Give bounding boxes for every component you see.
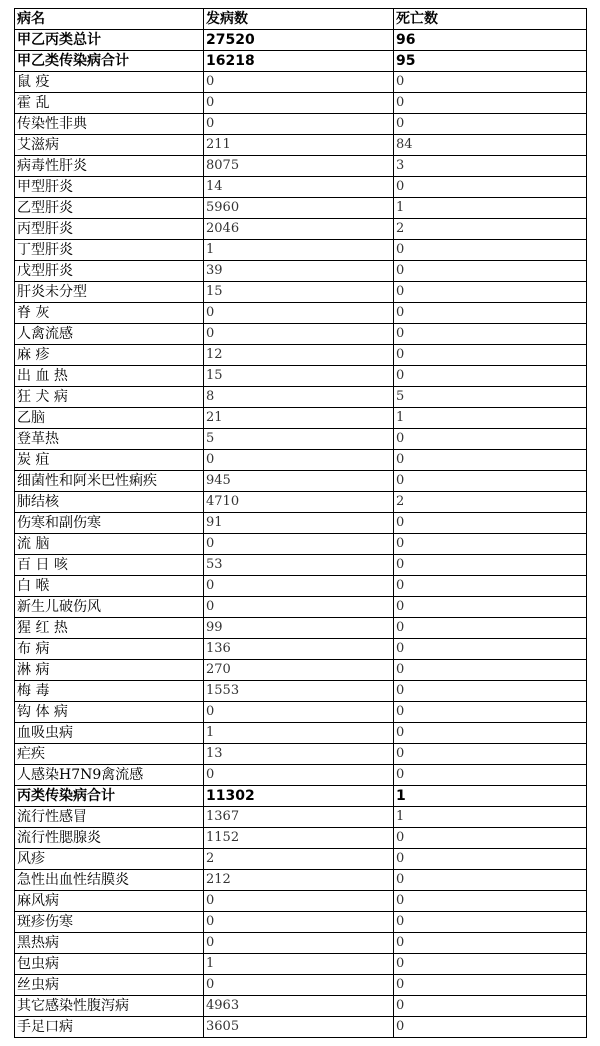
deaths-cell: 0 bbox=[394, 114, 587, 135]
table-row bbox=[15, 597, 587, 618]
disease-name-cell: 流 脑 bbox=[15, 534, 204, 555]
table-row bbox=[15, 324, 587, 345]
disease-name-cell: 新生儿破伤风 bbox=[15, 597, 204, 618]
disease-name-cell: 病毒性肝炎 bbox=[15, 156, 204, 177]
deaths-cell: 2 bbox=[394, 492, 587, 513]
table-row bbox=[15, 30, 587, 51]
disease-statistics-table-container bbox=[14, 8, 587, 1038]
disease-name-cell: 霍 乱 bbox=[15, 93, 204, 114]
disease-name-cell: 百 日 咳 bbox=[15, 555, 204, 576]
cases-cell: 1553 bbox=[204, 681, 394, 702]
cases-cell: 15 bbox=[204, 366, 394, 387]
cases-cell: 0 bbox=[204, 597, 394, 618]
deaths-cell: 0 bbox=[394, 324, 587, 345]
table-row bbox=[15, 954, 587, 975]
deaths-cell: 0 bbox=[394, 849, 587, 870]
deaths-cell: 0 bbox=[394, 723, 587, 744]
deaths-cell: 0 bbox=[394, 681, 587, 702]
table-row bbox=[15, 555, 587, 576]
table-row bbox=[15, 849, 587, 870]
table-row bbox=[15, 996, 587, 1017]
table-row bbox=[15, 261, 587, 282]
cases-cell: 0 bbox=[204, 975, 394, 996]
cases-cell: 0 bbox=[204, 114, 394, 135]
disease-name-cell: 脊 灰 bbox=[15, 303, 204, 324]
deaths-cell: 0 bbox=[394, 744, 587, 765]
cases-cell: 4963 bbox=[204, 996, 394, 1017]
disease-name-cell: 急性出血性结膜炎 bbox=[15, 870, 204, 891]
cases-cell: 0 bbox=[204, 72, 394, 93]
cases-cell: 2046 bbox=[204, 219, 394, 240]
table-row bbox=[15, 723, 587, 744]
table-row bbox=[15, 219, 587, 240]
cases-cell: 15 bbox=[204, 282, 394, 303]
deaths-cell: 0 bbox=[394, 912, 587, 933]
table-row bbox=[15, 639, 587, 660]
table-row bbox=[15, 660, 587, 681]
disease-name-cell: 甲乙丙类总计 bbox=[15, 30, 204, 51]
disease-name-cell: 登革热 bbox=[15, 429, 204, 450]
cases-cell: 2 bbox=[204, 849, 394, 870]
table-row bbox=[15, 303, 587, 324]
cases-cell: 0 bbox=[204, 303, 394, 324]
disease-name-cell: 其它感染性腹泻病 bbox=[15, 996, 204, 1017]
cases-cell: 12 bbox=[204, 345, 394, 366]
disease-name-cell: 炭 疽 bbox=[15, 450, 204, 471]
disease-name-cell: 麻风病 bbox=[15, 891, 204, 912]
cases-cell: 0 bbox=[204, 324, 394, 345]
disease-name-cell: 流行性腮腺炎 bbox=[15, 828, 204, 849]
table-row bbox=[15, 93, 587, 114]
cases-cell: 0 bbox=[204, 933, 394, 954]
cases-cell: 0 bbox=[204, 450, 394, 471]
cases-cell: 1 bbox=[204, 723, 394, 744]
disease-statistics-table bbox=[14, 8, 587, 1038]
disease-name-cell: 包虫病 bbox=[15, 954, 204, 975]
cases-cell: 1367 bbox=[204, 807, 394, 828]
table-row bbox=[15, 450, 587, 471]
cases-cell: 11302 bbox=[204, 786, 394, 807]
cases-cell: 0 bbox=[204, 576, 394, 597]
table-row bbox=[15, 681, 587, 702]
disease-name-cell: 钩 体 病 bbox=[15, 702, 204, 723]
deaths-cell: 0 bbox=[394, 828, 587, 849]
cases-cell: 13 bbox=[204, 744, 394, 765]
cases-cell: 211 bbox=[204, 135, 394, 156]
cases-cell: 91 bbox=[204, 513, 394, 534]
cases-cell: 270 bbox=[204, 660, 394, 681]
cases-cell: 0 bbox=[204, 765, 394, 786]
deaths-cell: 0 bbox=[394, 639, 587, 660]
cases-cell: 212 bbox=[204, 870, 394, 891]
cases-cell: 8075 bbox=[204, 156, 394, 177]
deaths-cell: 0 bbox=[394, 303, 587, 324]
table-row bbox=[15, 618, 587, 639]
table-row bbox=[15, 492, 587, 513]
table-row bbox=[15, 702, 587, 723]
deaths-cell: 0 bbox=[394, 261, 587, 282]
deaths-cell: 0 bbox=[394, 660, 587, 681]
deaths-cell: 0 bbox=[394, 618, 587, 639]
header-cases: 发病数 bbox=[204, 9, 394, 30]
table-row bbox=[15, 534, 587, 555]
cases-cell: 945 bbox=[204, 471, 394, 492]
cases-cell: 53 bbox=[204, 555, 394, 576]
disease-name-cell: 甲乙类传染病合计 bbox=[15, 51, 204, 72]
disease-name-cell: 手足口病 bbox=[15, 1017, 204, 1038]
disease-name-cell: 丙型肝炎 bbox=[15, 219, 204, 240]
deaths-cell: 1 bbox=[394, 807, 587, 828]
disease-name-cell: 传染性非典 bbox=[15, 114, 204, 135]
deaths-cell: 0 bbox=[394, 702, 587, 723]
deaths-cell: 1 bbox=[394, 408, 587, 429]
table-row bbox=[15, 240, 587, 261]
table-row bbox=[15, 807, 587, 828]
disease-name-cell: 人禽流感 bbox=[15, 324, 204, 345]
table-row bbox=[15, 72, 587, 93]
deaths-cell: 0 bbox=[394, 282, 587, 303]
disease-name-cell: 丙类传染病合计 bbox=[15, 786, 204, 807]
header-deaths: 死亡数 bbox=[394, 9, 587, 30]
table-row bbox=[15, 408, 587, 429]
deaths-cell: 0 bbox=[394, 366, 587, 387]
disease-name-cell: 丝虫病 bbox=[15, 975, 204, 996]
cases-cell: 39 bbox=[204, 261, 394, 282]
disease-name-cell: 狂 犬 病 bbox=[15, 387, 204, 408]
deaths-cell: 2 bbox=[394, 219, 587, 240]
header-disease-name: 病名 bbox=[15, 9, 204, 30]
disease-name-cell: 黑热病 bbox=[15, 933, 204, 954]
deaths-cell: 0 bbox=[394, 870, 587, 891]
table-row bbox=[15, 429, 587, 450]
deaths-cell: 0 bbox=[394, 471, 587, 492]
table-row bbox=[15, 576, 587, 597]
deaths-cell: 96 bbox=[394, 30, 587, 51]
deaths-cell: 0 bbox=[394, 429, 587, 450]
deaths-cell: 0 bbox=[394, 72, 587, 93]
deaths-cell: 0 bbox=[394, 450, 587, 471]
cases-cell: 0 bbox=[204, 702, 394, 723]
deaths-cell: 0 bbox=[394, 240, 587, 261]
deaths-cell: 0 bbox=[394, 933, 587, 954]
cases-cell: 1 bbox=[204, 954, 394, 975]
table-row bbox=[15, 870, 587, 891]
cases-cell: 1152 bbox=[204, 828, 394, 849]
table-row bbox=[15, 282, 587, 303]
disease-name-cell: 人感染H7N9禽流感 bbox=[15, 765, 204, 786]
table-row bbox=[15, 1017, 587, 1038]
table-row bbox=[15, 891, 587, 912]
table-row bbox=[15, 912, 587, 933]
deaths-cell: 0 bbox=[394, 93, 587, 114]
cases-cell: 8 bbox=[204, 387, 394, 408]
deaths-cell: 0 bbox=[394, 996, 587, 1017]
disease-name-cell: 鼠 疫 bbox=[15, 72, 204, 93]
disease-name-cell: 白 喉 bbox=[15, 576, 204, 597]
table-row bbox=[15, 177, 587, 198]
disease-name-cell: 斑疹伤寒 bbox=[15, 912, 204, 933]
disease-name-cell: 梅 毒 bbox=[15, 681, 204, 702]
cases-cell: 16218 bbox=[204, 51, 394, 72]
cases-cell: 3605 bbox=[204, 1017, 394, 1038]
table-row bbox=[15, 786, 587, 807]
table-row bbox=[15, 765, 587, 786]
cases-cell: 0 bbox=[204, 534, 394, 555]
disease-name-cell: 伤寒和副伤寒 bbox=[15, 513, 204, 534]
table-row bbox=[15, 975, 587, 996]
disease-name-cell: 细菌性和阿米巴性痢疾 bbox=[15, 471, 204, 492]
cases-cell: 0 bbox=[204, 93, 394, 114]
disease-name-cell: 猩 红 热 bbox=[15, 618, 204, 639]
deaths-cell: 0 bbox=[394, 597, 587, 618]
deaths-cell: 0 bbox=[394, 765, 587, 786]
table-row bbox=[15, 51, 587, 72]
cases-cell: 27520 bbox=[204, 30, 394, 51]
deaths-cell: 0 bbox=[394, 1017, 587, 1038]
table-row bbox=[15, 114, 587, 135]
cases-cell: 14 bbox=[204, 177, 394, 198]
table-row bbox=[15, 135, 587, 156]
deaths-cell: 3 bbox=[394, 156, 587, 177]
disease-name-cell: 布 病 bbox=[15, 639, 204, 660]
table-header-row bbox=[15, 9, 587, 30]
table-row bbox=[15, 198, 587, 219]
disease-name-cell: 乙型肝炎 bbox=[15, 198, 204, 219]
deaths-cell: 0 bbox=[394, 513, 587, 534]
cases-cell: 136 bbox=[204, 639, 394, 660]
disease-name-cell: 艾滋病 bbox=[15, 135, 204, 156]
disease-name-cell: 血吸虫病 bbox=[15, 723, 204, 744]
disease-name-cell: 淋 病 bbox=[15, 660, 204, 681]
cases-cell: 21 bbox=[204, 408, 394, 429]
cases-cell: 99 bbox=[204, 618, 394, 639]
table-row bbox=[15, 387, 587, 408]
disease-name-cell: 流行性感冒 bbox=[15, 807, 204, 828]
deaths-cell: 95 bbox=[394, 51, 587, 72]
table-row bbox=[15, 933, 587, 954]
table-row bbox=[15, 744, 587, 765]
deaths-cell: 0 bbox=[394, 891, 587, 912]
disease-name-cell: 乙脑 bbox=[15, 408, 204, 429]
table-row bbox=[15, 366, 587, 387]
disease-name-cell: 麻 疹 bbox=[15, 345, 204, 366]
disease-name-cell: 出 血 热 bbox=[15, 366, 204, 387]
deaths-cell: 0 bbox=[394, 345, 587, 366]
deaths-cell: 1 bbox=[394, 786, 587, 807]
deaths-cell: 0 bbox=[394, 555, 587, 576]
cases-cell: 0 bbox=[204, 912, 394, 933]
table-row bbox=[15, 471, 587, 492]
deaths-cell: 0 bbox=[394, 534, 587, 555]
cases-cell: 5960 bbox=[204, 198, 394, 219]
disease-name-cell: 风疹 bbox=[15, 849, 204, 870]
table-body bbox=[15, 30, 587, 1038]
table-row bbox=[15, 513, 587, 534]
deaths-cell: 0 bbox=[394, 177, 587, 198]
disease-name-cell: 肺结核 bbox=[15, 492, 204, 513]
deaths-cell: 0 bbox=[394, 975, 587, 996]
table-row bbox=[15, 345, 587, 366]
disease-name-cell: 丁型肝炎 bbox=[15, 240, 204, 261]
deaths-cell: 0 bbox=[394, 576, 587, 597]
cases-cell: 5 bbox=[204, 429, 394, 450]
disease-name-cell: 戊型肝炎 bbox=[15, 261, 204, 282]
deaths-cell: 84 bbox=[394, 135, 587, 156]
disease-name-cell: 疟疾 bbox=[15, 744, 204, 765]
table-row bbox=[15, 156, 587, 177]
cases-cell: 4710 bbox=[204, 492, 394, 513]
deaths-cell: 0 bbox=[394, 954, 587, 975]
disease-name-cell: 肝炎未分型 bbox=[15, 282, 204, 303]
table-row bbox=[15, 828, 587, 849]
cases-cell: 0 bbox=[204, 891, 394, 912]
deaths-cell: 1 bbox=[394, 198, 587, 219]
cases-cell: 1 bbox=[204, 240, 394, 261]
deaths-cell: 5 bbox=[394, 387, 587, 408]
disease-name-cell: 甲型肝炎 bbox=[15, 177, 204, 198]
